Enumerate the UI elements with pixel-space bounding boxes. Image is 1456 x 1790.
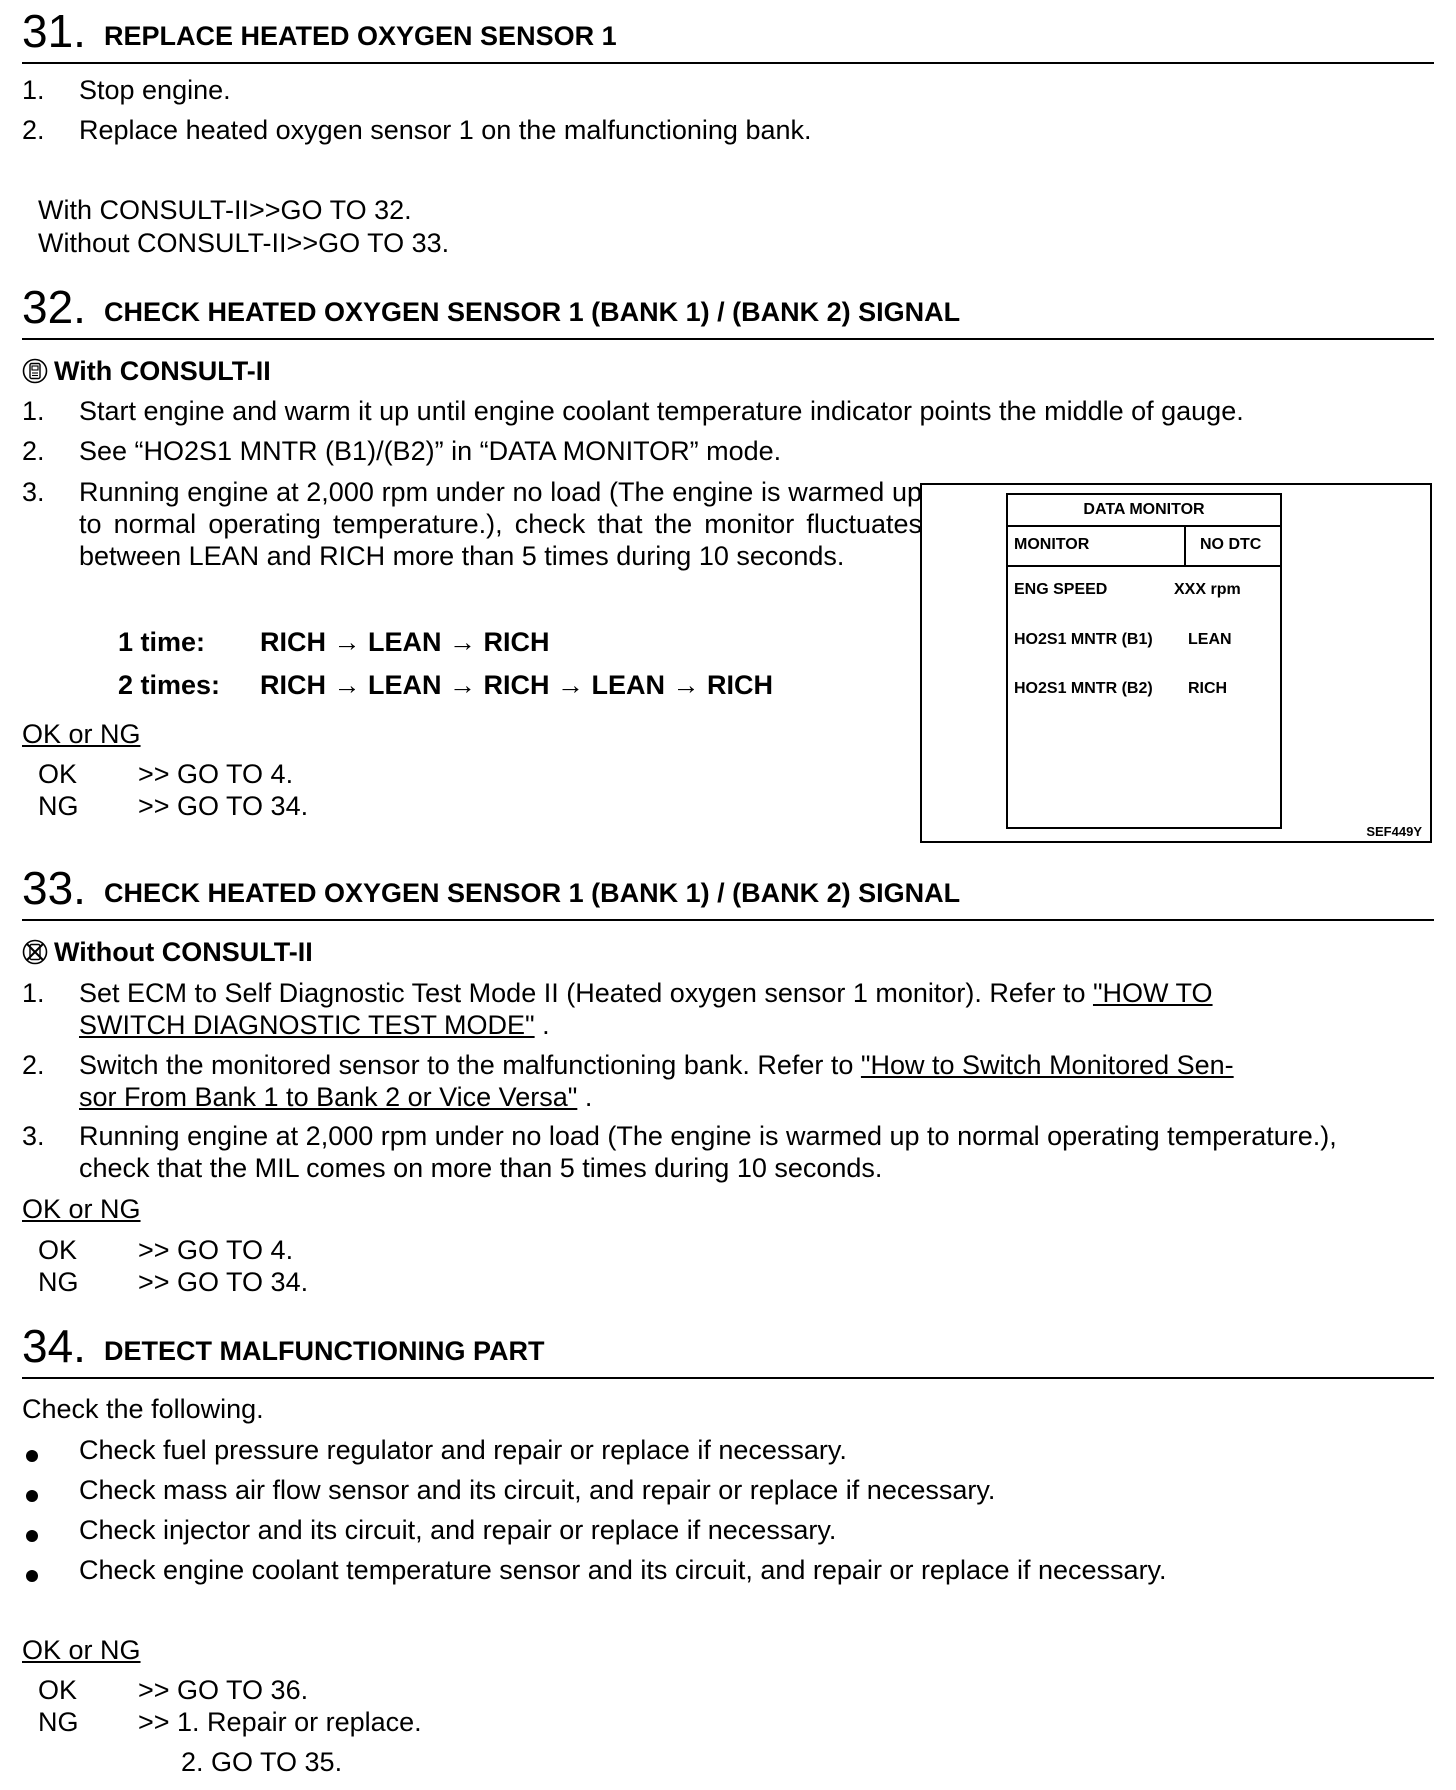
step-number: 34.	[22, 1320, 86, 1372]
go-to-with-consult: With CONSULT-II>>GO TO 32.	[38, 195, 412, 225]
list-item: Check injector and its circuit, and repair or replace if necessary.	[79, 1515, 837, 1545]
step-title: CHECK HEATED OXYGEN SENSOR 1 (BANK 1) / (BANK 2) SIGNAL	[104, 297, 961, 327]
data-monitor-screen	[1006, 493, 1282, 829]
go-to-without-consult: Without CONSULT-II>>GO TO 33.	[38, 228, 450, 258]
monitor-row-value: XXX rpm	[1174, 581, 1241, 598]
step-title: CHECK HEATED OXYGEN SENSOR 1 (BANK 1) / (BANK 2) SIGNAL	[104, 878, 961, 908]
bullet-icon	[26, 1490, 38, 1502]
ok-target: >> GO TO 36.	[138, 1675, 309, 1705]
list-item-text: .	[534, 1010, 550, 1040]
list-number: 1.	[22, 75, 45, 105]
data-monitor-title: DATA MONITOR	[1008, 495, 1280, 527]
list-item: Check mass air flow sensor and its circuit, and repair or replace if necessary.	[79, 1475, 996, 1505]
header-divider	[1184, 525, 1186, 565]
list-number: 2.	[22, 1050, 45, 1080]
list-item: See “HO2S1 MNTR (B1)/(B2)” in “DATA MONITOR” mode.	[79, 436, 782, 466]
list-item-text: .	[577, 1082, 593, 1112]
list-number: 2.	[22, 436, 45, 466]
how-to-switch-test-mode-link[interactable]: SWITCH DIAGNOSTIC TEST MODE"	[79, 1010, 535, 1040]
two-times-label: 2 times:	[118, 670, 221, 700]
ok-or-ng-heading: OK or NG	[22, 1635, 141, 1665]
ng-label: NG	[38, 1267, 79, 1297]
list-item-continuation	[79, 1081, 592, 1113]
mode-label	[22, 936, 313, 968]
monitor-row-label: HO2S1 MNTR (B1)	[1014, 631, 1153, 648]
step-title: DETECT MALFUNCTIONING PART	[104, 1336, 545, 1366]
step-number: 33.	[22, 862, 86, 914]
bullet-icon	[26, 1530, 38, 1542]
list-item-text: Switch the monitored sensor to the malfunctioning bank. Refer to	[79, 1050, 861, 1080]
monitor-row-value: LEAN	[1188, 631, 1232, 648]
monitor-row-value: RICH	[1188, 680, 1228, 697]
ng-label: NG	[38, 791, 79, 821]
list-item: Stop engine.	[79, 75, 231, 105]
how-to-switch-test-mode-link[interactable]: "HOW TO	[1092, 978, 1213, 1008]
mode-label-text: With CONSULT-II	[54, 356, 271, 386]
step-32-header	[22, 276, 1434, 340]
no-consult-icon	[22, 939, 48, 965]
ng-label: NG	[38, 1707, 79, 1737]
list-item: Check engine coolant temperature sensor and its circuit, and repair or replace if necessary.	[79, 1555, 1167, 1585]
list-number: 2.	[22, 115, 45, 145]
switch-monitored-sensor-link[interactable]: "How to Switch Monitored Sen-	[860, 1050, 1234, 1080]
consult-tester-icon	[22, 358, 48, 384]
bullet-icon	[26, 1570, 38, 1582]
step-31-header	[22, 0, 1434, 64]
step-33-header	[22, 857, 1434, 921]
one-time-label: 1 time:	[118, 627, 206, 657]
data-monitor-figure	[920, 483, 1432, 843]
ok-label: OK	[38, 1675, 78, 1705]
switch-monitored-sensor-link[interactable]: sor From Bank 1 to Bank 2 or Vice Versa"	[79, 1082, 578, 1112]
bullet-icon	[26, 1450, 38, 1462]
ng-target: >> 1. Repair or replace.	[138, 1707, 422, 1737]
no-dtc-label: NO DTC	[1200, 536, 1262, 553]
figure-code: SEF449Y	[1366, 824, 1422, 839]
ng-target: >> GO TO 34.	[138, 1267, 309, 1297]
ng-target: >> GO TO 34.	[138, 791, 309, 821]
list-item: Running engine at 2,000 rpm under no load (The engine is warmed up to normal operating temperature.), check that the monitor fluctuates between LEAN and RICH more than 5 times during 10 seconds.	[79, 477, 922, 571]
ok-target: >> GO TO 4.	[138, 759, 294, 789]
list-item: Running engine at 2,000 rpm under no load (The engine is warmed up to normal operating temperature.),	[79, 1121, 1337, 1151]
monitor-row-label: HO2S1 MNTR (B2)	[1014, 680, 1153, 697]
list-item	[79, 977, 1213, 1009]
list-number: 3.	[22, 1121, 45, 1151]
ng-target-step2: 2. GO TO 35.	[181, 1747, 343, 1777]
step-title: REPLACE HEATED OXYGEN SENSOR 1	[104, 21, 617, 51]
list-number: 1.	[22, 978, 45, 1008]
step-34-header	[22, 1315, 1434, 1379]
ok-or-ng-heading: OK or NG	[22, 1194, 141, 1224]
two-times-sequence: RICH → LEAN → RICH → LEAN → RICH	[260, 670, 773, 700]
ok-target: >> GO TO 4.	[138, 1235, 294, 1265]
list-number: 3.	[22, 477, 45, 507]
ok-or-ng-heading: OK or NG	[22, 719, 141, 749]
monitor-row-label: ENG SPEED	[1014, 581, 1108, 598]
mode-label	[22, 355, 271, 387]
ok-label: OK	[38, 759, 78, 789]
list-item-continuation: check that the MIL comes on more than 5 times during 10 seconds.	[79, 1153, 883, 1183]
ok-label: OK	[38, 1235, 78, 1265]
list-item: Replace heated oxygen sensor 1 on the malfunctioning bank.	[79, 115, 812, 145]
list-item-continuation	[79, 1009, 550, 1041]
list-item-text: Set ECM to Self Diagnostic Test Mode II (Heated oxygen sensor 1 monitor). Refer to	[79, 978, 1093, 1008]
list-item: Start engine and warm it up until engine coolant temperature indicator points the middle of gauge.	[79, 396, 1244, 426]
list-item: Check fuel pressure regulator and repair or replace if necessary.	[79, 1435, 847, 1465]
one-time-sequence: RICH → LEAN → RICH	[260, 627, 550, 657]
data-monitor-header	[1008, 525, 1280, 567]
monitor-header-label: MONITOR	[1014, 536, 1090, 553]
step-number: 31.	[22, 5, 86, 57]
list-number: 1.	[22, 396, 45, 426]
check-intro: Check the following.	[22, 1394, 264, 1424]
mode-label-text: Without CONSULT-II	[54, 937, 313, 967]
list-item	[79, 1049, 1234, 1081]
step-number: 32.	[22, 281, 86, 333]
